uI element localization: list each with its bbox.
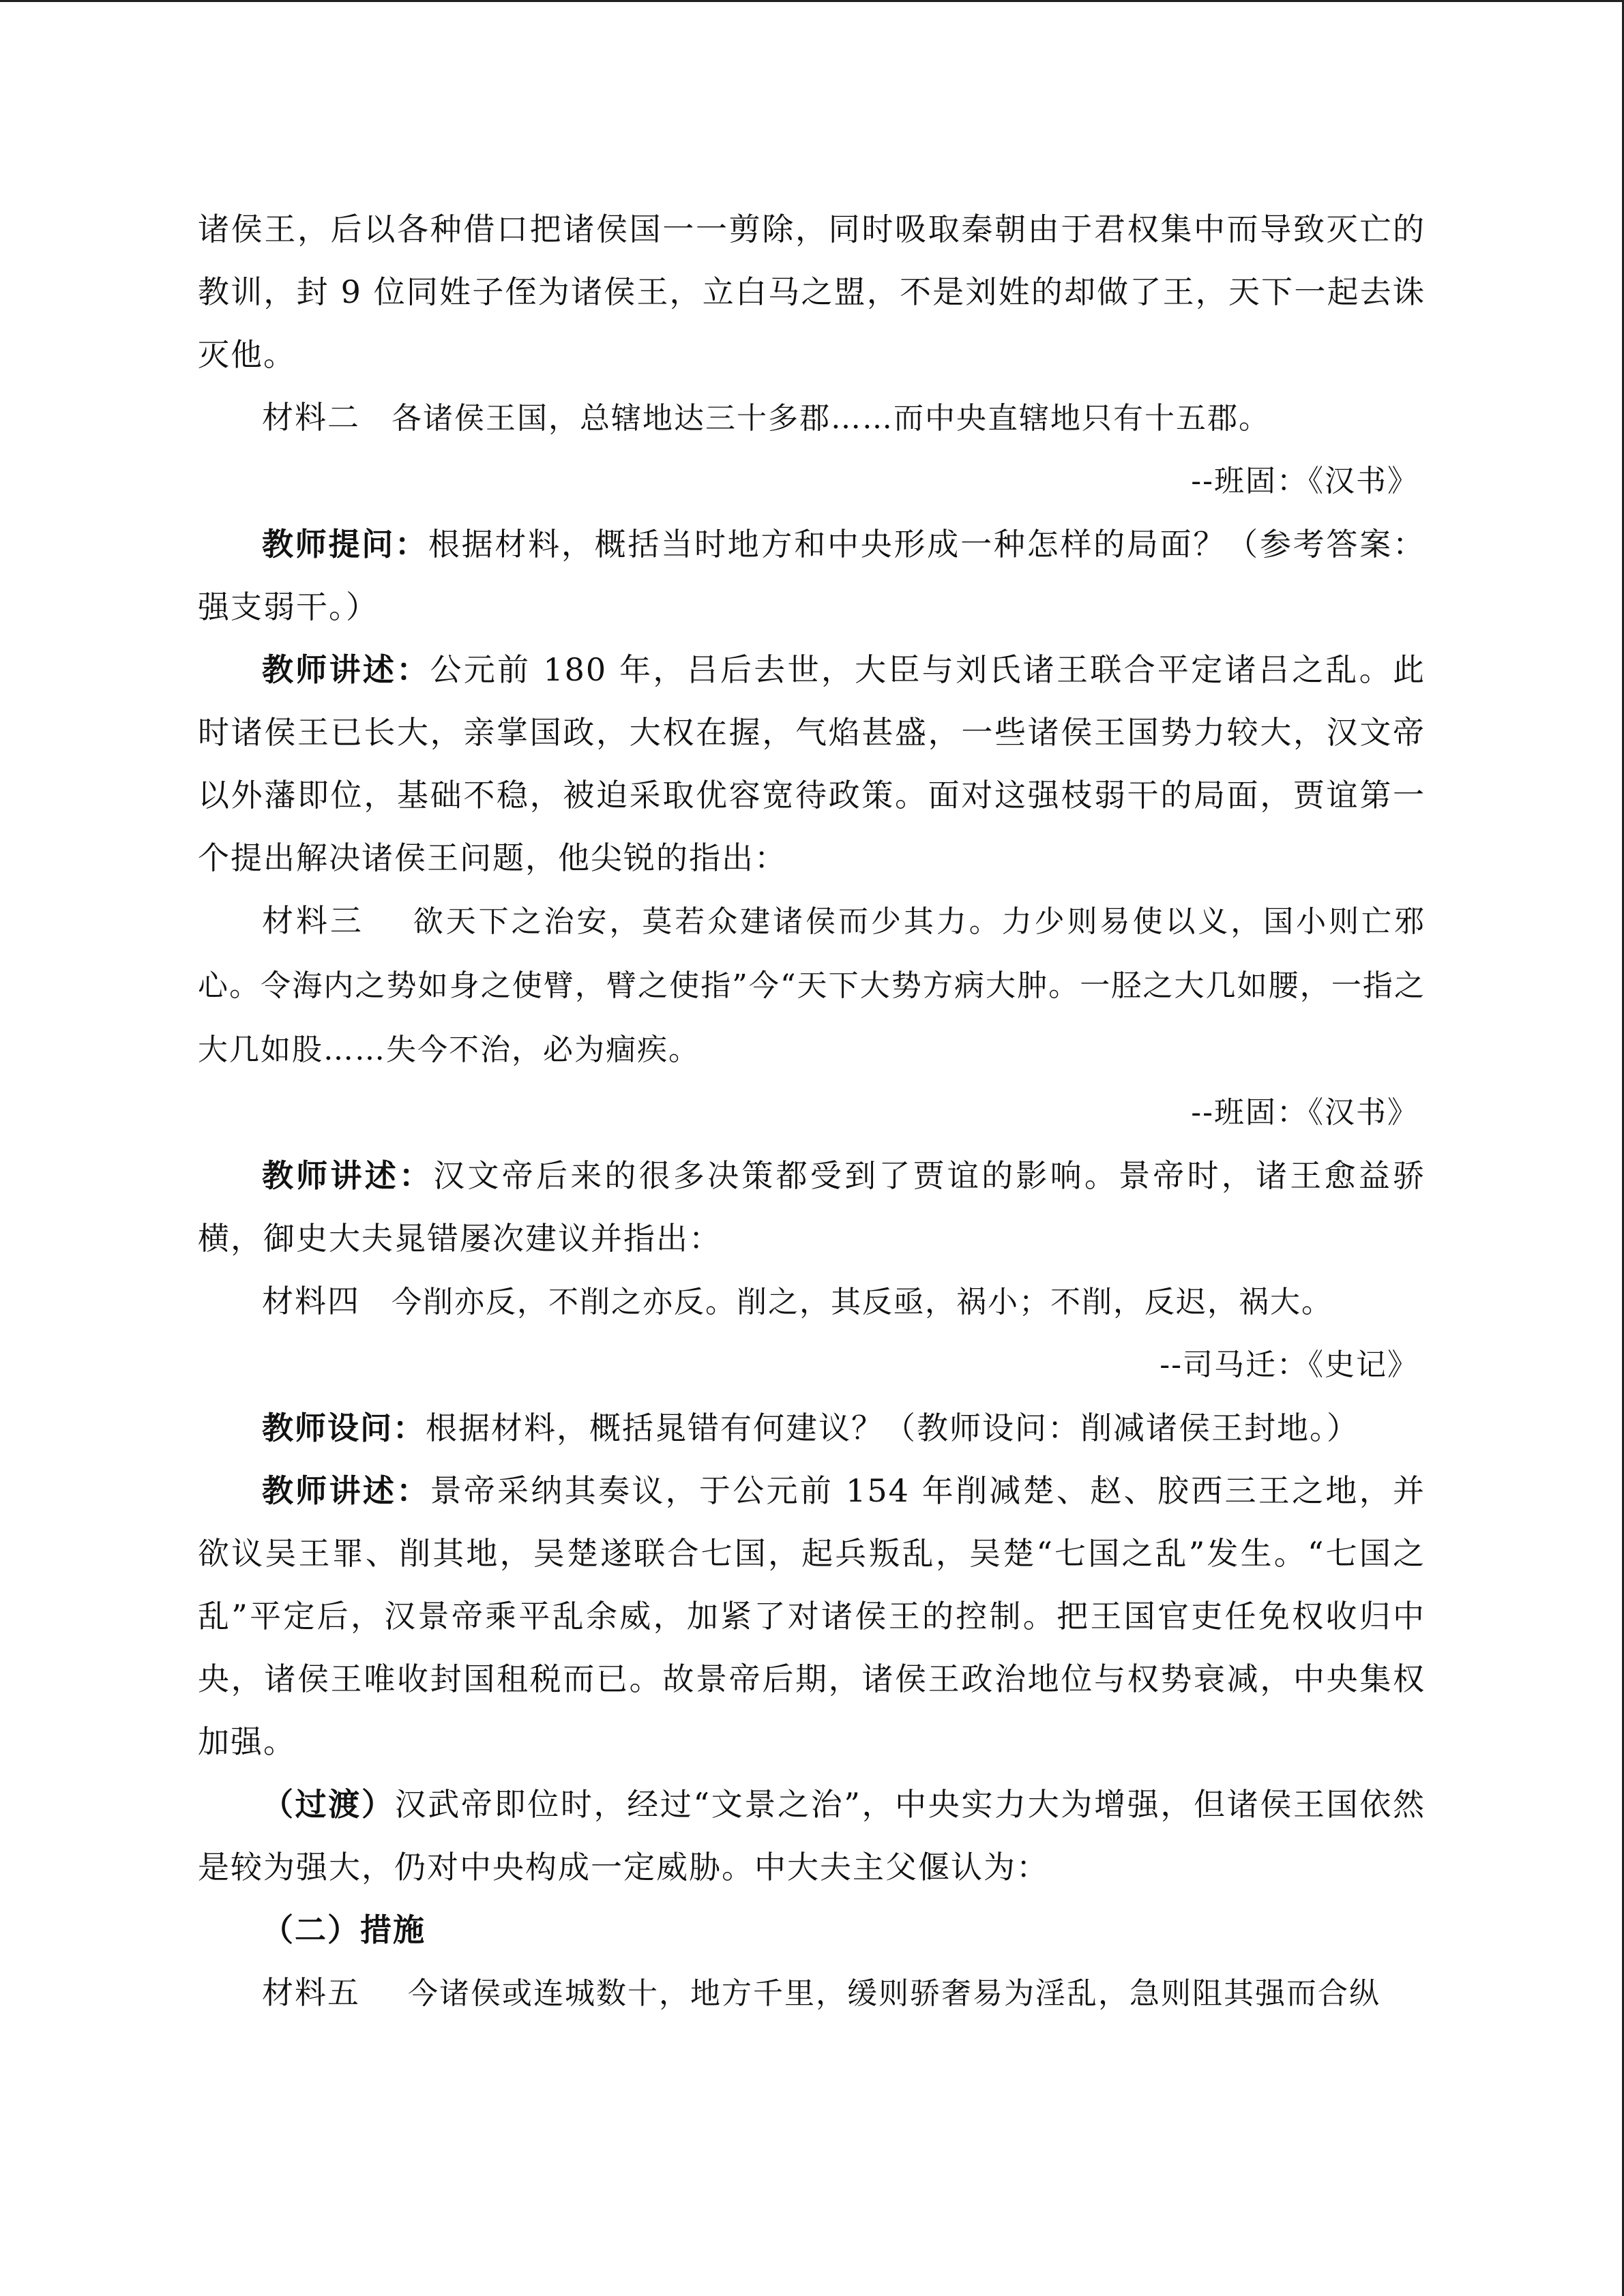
narration-label: 教师讲述： [262,1472,430,1509]
material-quote: 今削亦反，不削之亦反。削之，其反亟，祸小；不削，反迟，祸大。 [392,1285,1333,1320]
narration-label: 教师讲述： [262,1157,434,1194]
material-three-source: --班固：《汉书》 [1191,1095,1419,1130]
question-label: 教师提问： [262,526,428,563]
material-five [198,1961,1426,2025]
transition-paragraph [198,1773,1426,1898]
material-four-source: --司马迁：《史记》 [1160,1347,1419,1382]
material-label: 材料二 [262,399,360,436]
section-heading-measures: （二）措施 [262,1911,426,1948]
teacher-question-one [198,513,1426,638]
material-label: 材料五 [262,1974,360,2011]
material-two [198,386,1426,450]
narration-text: 景帝采纳其奏议，于公元前 154 年削减楚、赵、胶西三王之地，并欲议吴王罪、削其地，吴楚遂联合七国，起兵叛乱，吴楚“七国之乱”发生。“七国之乱”平定后，汉景帝乘平乱余威，加紧了对诸侯王的控制。把王国官吏任免权收归中央，诸侯王唯收封国租税而已。故景帝后期，诸侯王政治地位与权势衰减，中央集权加强。 [198,1472,1426,1760]
paragraph-text: 诸侯王，后以各种借口把诸侯国一一剪除，同时吸取秦朝由于君权集中而导致灭亡的教训，封 9 位同姓子侄为诸侯王，立白马之盟，不是刘姓的却做了王，天下一起去诛灭他。 [198,211,1426,373]
material-quote: 各诸侯王国，总辖地达三十多郡……而中央直辖地只有十五郡。 [392,401,1270,436]
transition-text: 汉武帝即位时，经过“文景之治”，中央实力大为增强，但诸侯王国依然是较为强大，仍对中央构成一定威胁。中大夫主父偃认为： [198,1786,1426,1885]
teacher-narration-two [198,1144,1426,1270]
material-quote: 今诸侯或连城数十，地方千里，缓则骄奢易为淫乱，急则阻其强而合纵 [408,1976,1381,2011]
question-label: 教师设问： [262,1410,426,1446]
material-three [198,889,1426,1082]
material-label: 材料三 [262,902,364,939]
material-four [198,1270,1426,1334]
teacher-narration-one [198,638,1426,889]
narration-label: 教师讲述： [262,651,430,688]
question-text: 根据材料，概括晁错有何建议？（教师设问：削减诸侯王封地。） [426,1410,1359,1446]
question-text: 根据材料，概括当时地方和中央形成一种怎样的局面？（参考答案：强支弱干。） [198,526,1426,625]
material-label: 材料四 [262,1283,360,1320]
material-quote: 欲天下之治安，莫若众建诸侯而少其力。力少则易使以义，国小则亡邪心。令海内之势如身之使臂，臂之使指”今“天下大势方病大肿。一胫之大几如腰，一指之大几如股……失今不治，必为痼疾。 [198,904,1426,1067]
teacher-narration-three [198,1459,1426,1773]
paragraph-continuation [198,198,1426,386]
material-two-source: --班固：《汉书》 [1191,464,1419,498]
narration-text: 公元前 180 年，吕后去世，大臣与刘氏诸王联合平定诸吕之乱。此时诸侯王已长大，亲掌国政，大权在握，气焰甚盛，一些诸侯王国势力较大，汉文帝以外藩即位，基础不稳，被迫采取优容宽待政策。面对这强枝弱干的局面，贾谊第一个提出解决诸侯王问题，他尖锐的指出： [198,651,1426,876]
narration-text: 汉文帝后来的很多决策都受到了贾谊的影响。景帝时，诸王愈益骄横，御史大夫晁错屡次建议并指出： [198,1157,1426,1257]
teacher-question-two [198,1397,1426,1459]
page-top-border [0,0,1624,2]
transition-label: （过渡） [262,1786,395,1823]
document-body [198,198,1426,2025]
